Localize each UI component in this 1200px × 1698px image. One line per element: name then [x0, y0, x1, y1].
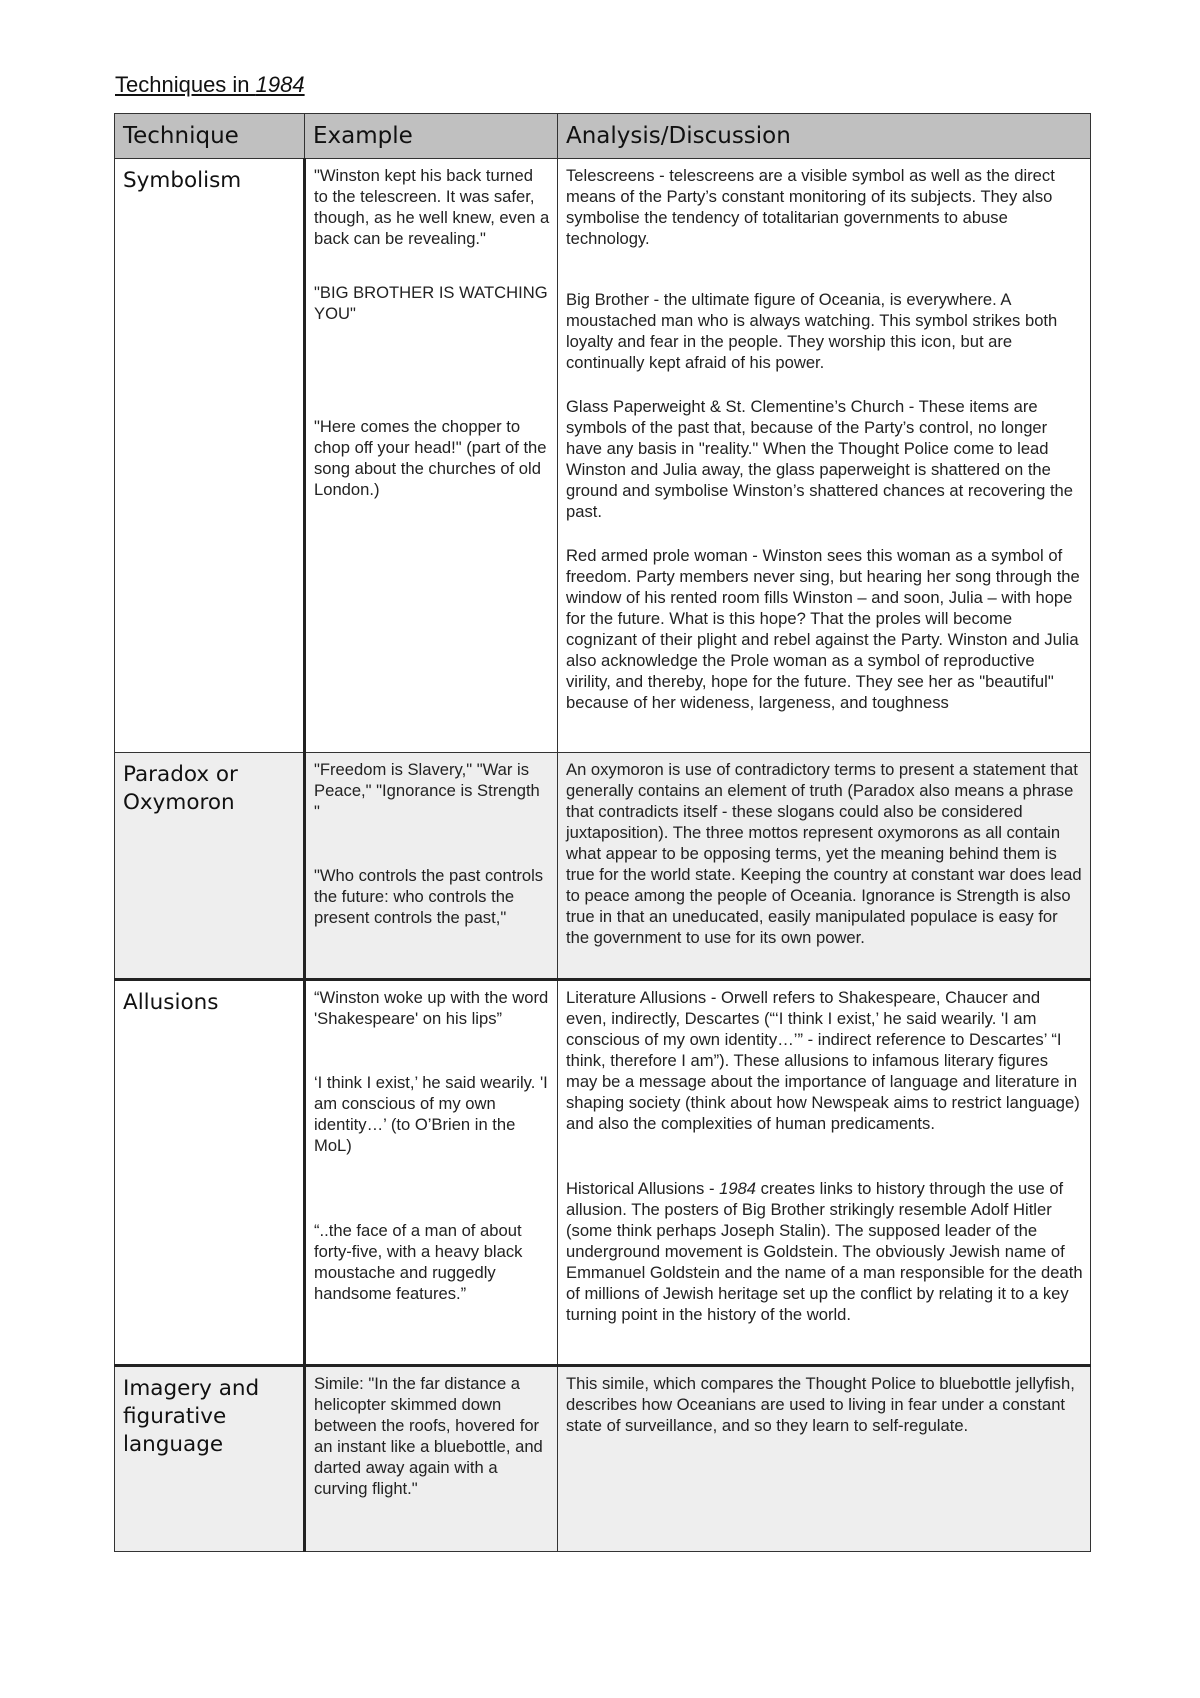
page-title	[115, 72, 305, 98]
techniques-table	[114, 113, 1091, 1552]
example-text: "Winston kept his back turned to the telescreen. It was safer, though, as he well knew, even a back can be revealing."	[314, 166, 550, 248]
analysis-cell	[558, 980, 1091, 1366]
table-row-imagery	[115, 1366, 1091, 1552]
analysis-lead: Historical Allusions -	[566, 1179, 720, 1198]
header-row	[115, 114, 1091, 159]
analysis-cell	[558, 753, 1091, 980]
example-text: “Winston woke up with the word 'Shakespeare' on his lips”	[314, 988, 549, 1028]
technique-cell: Allusions	[115, 980, 305, 1366]
analysis-cell	[558, 159, 1091, 753]
header-technique: Technique	[115, 114, 305, 159]
header-example: Example	[305, 114, 558, 159]
analysis-text: Red armed prole woman - Winston sees this woman as a symbol of freedom. Party members never sing, but hearing her song through the window of his rented room fills Winston – and soon, Julia – with hope for the future. What is this hope? That the proles will become cognizant of their plight and rebel against the Party. Winston and Julia also acknowledge the Prole woman as a symbol of reproductive virility, and thereby, hope for the future. They see her as "beautiful" because of her wideness, largeness, and toughness	[566, 546, 1080, 712]
example-text: "Freedom is Slavery," "War is Peace," "Ignorance is Strength "	[314, 760, 540, 821]
example-text: "Who controls the past controls the future: who controls the present controls the past,"	[314, 866, 544, 927]
table-row-allusions	[115, 980, 1091, 1366]
technique-cell: Paradox or Oxymoron	[115, 753, 305, 980]
example-text: "Here comes the chopper to chop off your head!" (part of the song about the churches of old London.)	[314, 417, 547, 499]
analysis-rest: creates links to history through the use of allusion. The posters of Big Brother strikingly resemble Adolf Hitler (some think perhaps Joseph Stalin). The supposed leader of the underground movement is Goldstein. The obviously Jewish name of Emmanuel Goldstein and the name of a man responsible for the death of millions of Jewish heritage set up the conflict by relating it to a key turning point in the history of the world.	[566, 1179, 1083, 1324]
example-text: ‘I think I exist,’ he said wearily. 'I am conscious of my own identity…’ (to O’Brien in the MoL)	[314, 1073, 548, 1155]
analysis-text: Glass Paperweight & St. Clementine’s Church - These items are symbols of the past that, because of the Party’s control, no longer have any basis in "reality." When the Thought Police come to lead Winston and Julia away, the glass paperweight is shattered on the ground and symbolise Winston’s shattered chances at recovering the past.	[566, 397, 1074, 521]
example-text: "BIG BROTHER IS WATCHING YOU"	[314, 283, 548, 323]
header-analysis: Analysis/Discussion	[558, 114, 1091, 159]
analysis-text: Telescreens - telescreens are a visible symbol as well as the direct means of the Party’s constant monitoring of its subjects. They also symbolise the tendency of totalitarian governments to abuse technology.	[566, 166, 1055, 248]
technique-cell: Symbolism	[115, 159, 305, 753]
analysis-text: An oxymoron is use of contradictory terms to present a statement that generally contains an element of truth (Paradox also means a phrase that contradicts itself - these slogans could also be considered juxtaposition). The three mottos represent oxymorons as all contain what appear to be opposing terms, yet the meaning behind them is true for the world state. Keeping the country at constant war does lead to peace among the people of Oceania. Ignorance is Strength is also true in that an uneducated, easily manipulated populace is easy for the government to use for its own power.	[566, 760, 1082, 947]
analysis-text: Literature Allusions - Orwell refers to Shakespeare, Chaucer and even, indirectly, Descartes (“‘I think I exist,’ he said wearily. 'I am conscious of my own identity…’” - indirect reference to Descartes’ “I think, therefore I am”). These allusions to infamous literary figures may be a message about the importance of language and literature in shaping society (think about how Newspeak aims to restrict language) and also the complexities of human predicaments.	[566, 988, 1080, 1133]
example-cell	[305, 753, 558, 980]
analysis-text: This simile, which compares the Thought Police to bluebottle jellyfish, describes how Oceanians are used to living in fear under a constant state of surveillance, and so they learn to self-regulate.	[566, 1374, 1075, 1435]
example-cell	[305, 1366, 558, 1552]
technique-cell: Imagery and figurative language	[115, 1366, 305, 1552]
analysis-cell	[558, 1366, 1091, 1552]
example-text: “..the face of a man of about forty-five, with a heavy black moustache and ruggedly handsome features.”	[314, 1221, 523, 1303]
title-book: 1984	[255, 72, 305, 97]
example-cell	[305, 159, 558, 753]
table-row-paradox	[115, 753, 1091, 980]
analysis-text: Big Brother - the ultimate figure of Oceania, is everywhere. A moustached man who is always watching. This symbol strikes both loyalty and fear in the people. They worship this icon, but are continually kept afraid of his power.	[566, 290, 1058, 372]
table-row-symbolism	[115, 159, 1091, 753]
example-text: Simile: "In the far distance a helicopter skimmed down between the roofs, hovered for an instant like a bluebottle, and darted away again with a curving flight."	[314, 1374, 543, 1498]
example-cell	[305, 980, 558, 1366]
analysis-text	[566, 1178, 1083, 1325]
title-prefix: Techniques in	[115, 72, 256, 97]
analysis-book-title: 1984	[719, 1179, 757, 1198]
